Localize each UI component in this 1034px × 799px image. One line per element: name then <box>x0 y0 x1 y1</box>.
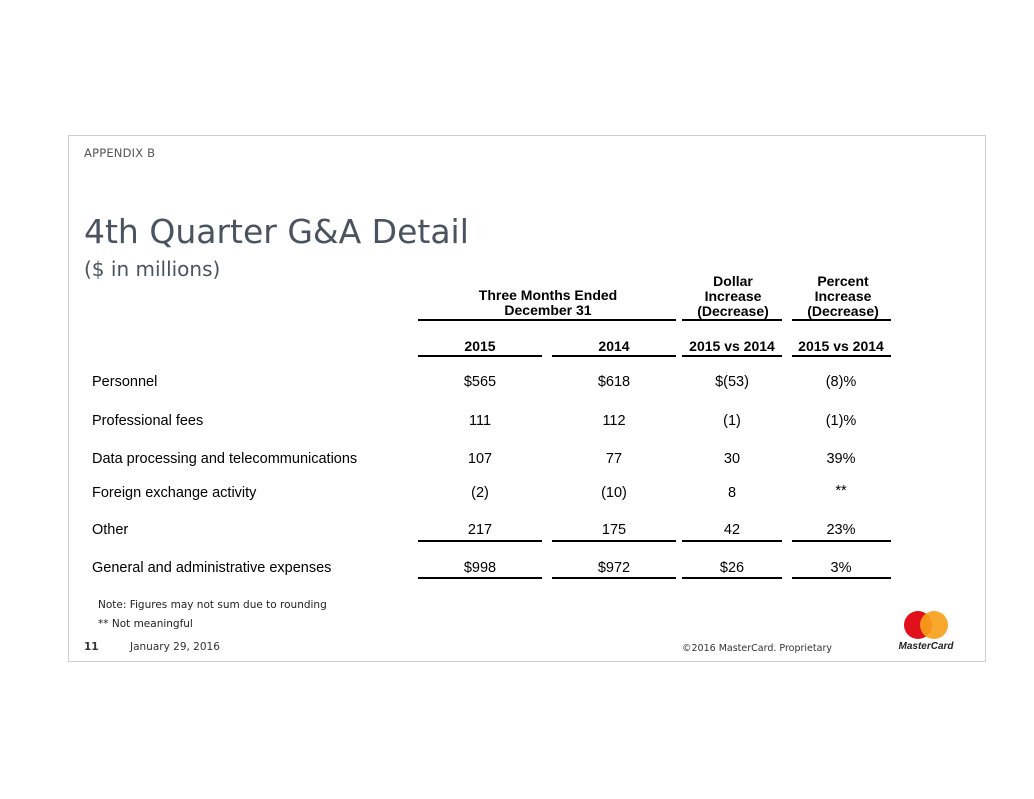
subheader-2014: 2014 <box>598 338 630 354</box>
total-rule-percent <box>792 540 891 542</box>
total-underline-dollar <box>682 577 782 579</box>
cell-2014: $618 <box>597 374 631 390</box>
subheader-rule-2014 <box>552 355 676 357</box>
cell-percent: (1)% <box>825 413 857 429</box>
row-label: Foreign exchange activity <box>92 485 257 501</box>
header-dollar-increase: Dollar Increase (Decrease) <box>697 273 769 319</box>
cell-dollar: 30 <box>723 451 741 467</box>
row-label: Personnel <box>92 374 158 390</box>
cell-dollar: $26 <box>719 560 745 576</box>
footer-date: January 29, 2016 <box>130 641 220 653</box>
cell-dollar: 8 <box>727 485 737 501</box>
header-rule-percent <box>792 319 891 321</box>
subheader-percent-vs: 2015 vs 2014 <box>798 338 884 354</box>
row-label: Professional fees <box>92 413 204 429</box>
header-rule-three-months <box>418 319 676 321</box>
total-underline-2014 <box>552 577 676 579</box>
row-label: Data processing and telecommunications <box>92 451 358 467</box>
logo-wordmark: MasterCard <box>898 641 954 652</box>
cell-2015: 111 <box>468 413 492 429</box>
page-number: 11 <box>84 641 99 653</box>
cell-2014: 175 <box>601 522 627 538</box>
subheader-2015: 2015 <box>464 338 496 354</box>
note-rounding: Note: Figures may not sum due to rounding <box>98 599 327 611</box>
cell-2014: $972 <box>597 560 631 576</box>
cell-percent: 3% <box>830 560 852 576</box>
cell-2015: $998 <box>463 560 497 576</box>
mastercard-logo <box>896 609 956 653</box>
page-title: 4th Quarter G&A Detail <box>84 212 469 251</box>
row-label: General and administrative expenses <box>92 560 332 576</box>
cell-percent: (8)% <box>825 374 857 390</box>
total-underline-2015 <box>418 577 542 579</box>
subheader-rule-percent <box>792 355 891 357</box>
header-rule-dollar <box>682 319 782 321</box>
total-rule-dollar <box>682 540 782 542</box>
footer-copyright: ©2016 MasterCard. Proprietary <box>682 643 832 654</box>
cell-dollar: (1) <box>723 413 741 429</box>
cell-percent: ** <box>835 483 847 499</box>
cell-percent: 39% <box>826 451 856 467</box>
total-rule-2014 <box>552 540 676 542</box>
row-label: Other <box>92 522 129 538</box>
total-underline-percent <box>792 577 891 579</box>
appendix-label: APPENDIX B <box>84 146 156 160</box>
page-subtitle: ($ in millions) <box>84 257 221 281</box>
cell-2015: 107 <box>467 451 493 467</box>
cell-dollar: $(53) <box>715 374 749 390</box>
cell-2015: $565 <box>463 374 497 390</box>
cell-2014: 77 <box>605 451 623 467</box>
logo-orange-circle <box>920 611 948 639</box>
cell-percent: 23% <box>826 522 856 538</box>
header-three-months: Three Months Ended December 31 <box>478 287 618 318</box>
subheader-rule-2015 <box>418 355 542 357</box>
cell-dollar: 42 <box>723 522 741 538</box>
cell-2015: 217 <box>467 522 493 538</box>
total-rule-2015 <box>418 540 542 542</box>
subheader-rule-dollar <box>682 355 782 357</box>
cell-2014: (10) <box>601 485 627 501</box>
header-percent-increase: Percent Increase (Decrease) <box>807 273 879 319</box>
cell-2014: 112 <box>602 413 626 429</box>
note-not-meaningful: ** Not meaningful <box>98 618 193 630</box>
subheader-dollar-vs: 2015 vs 2014 <box>689 338 775 354</box>
cell-2015: (2) <box>471 485 489 501</box>
